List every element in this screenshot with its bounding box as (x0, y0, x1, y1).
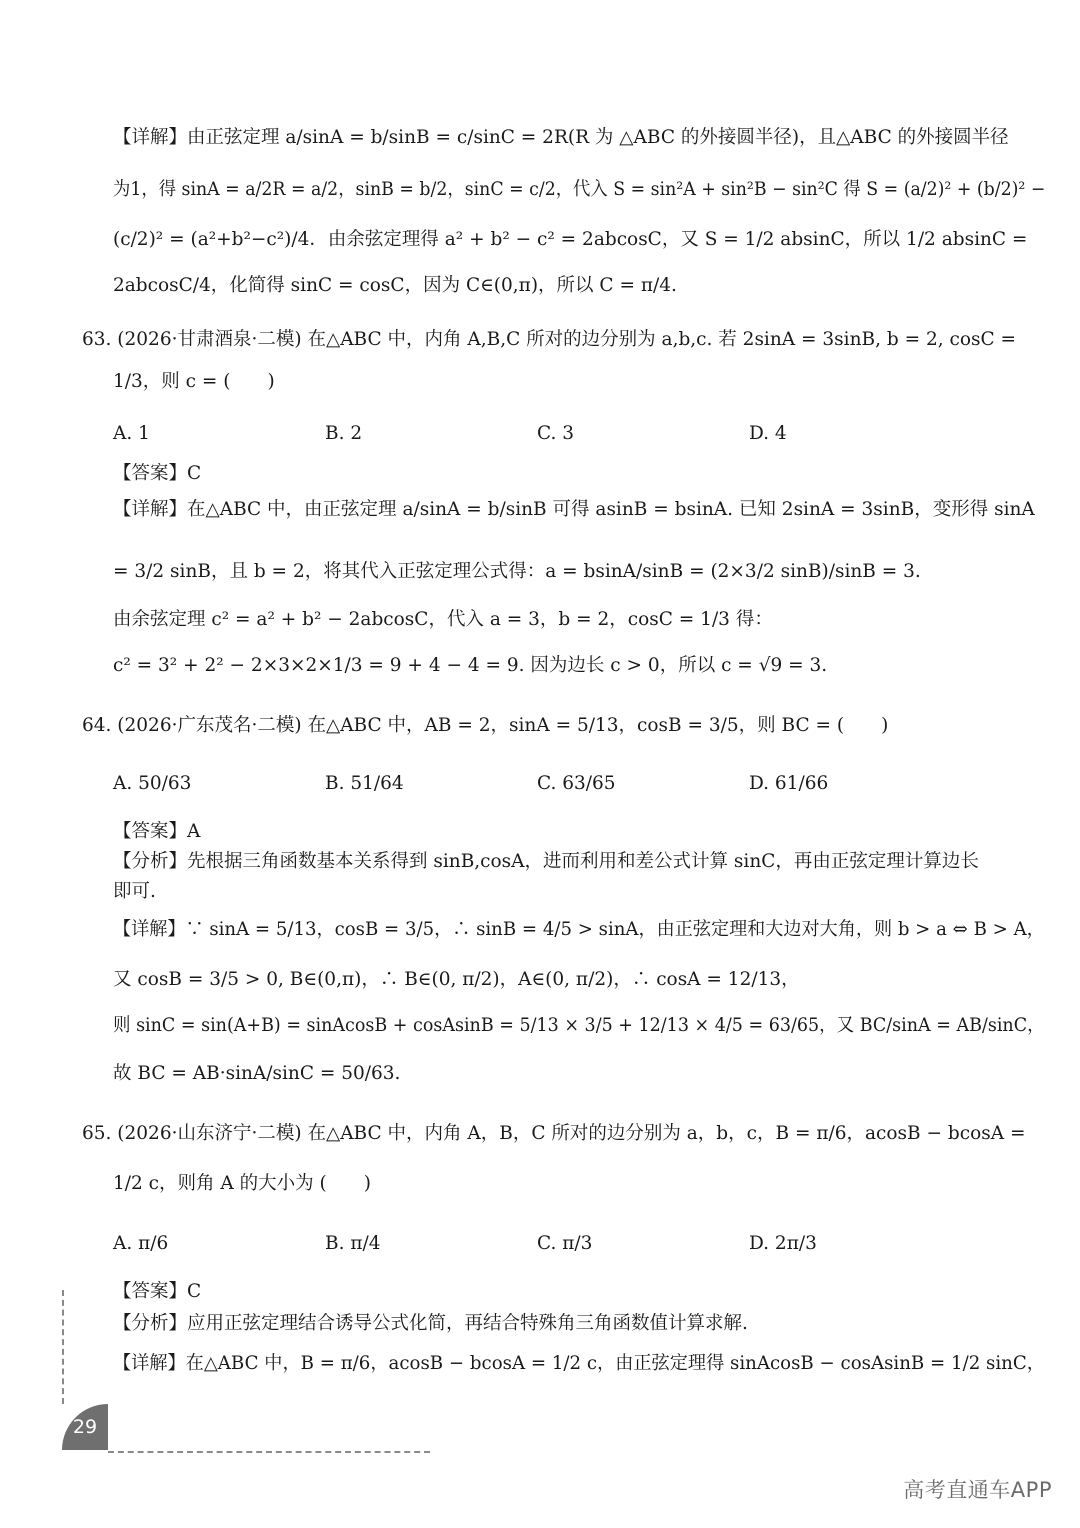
option-b: B. 2 (325, 423, 363, 444)
solution-line: 为1，得 sinA = a/2R = a/2，sinB = b/2，sinC = c/2，代入 S = sin²A + sin²B − sin²C 得 S = (a/2)² + (b/2)² − (113, 179, 1046, 200)
detail-line: 又 cosB = 3/5 > 0, B∈(0,π)，∴ B∈(0, π/2)，A∈(0, π/2)，∴ cosA = 12/13， (113, 969, 800, 990)
page-border-dashed-vertical (62, 1290, 64, 1404)
page-border-dashed-horizontal (108, 1451, 430, 1453)
option-a: A. 1 (113, 423, 150, 444)
question-stem: 63. (2026·甘肃酒泉·二模) 在△ABC 中，内角 A,B,C 所对的边分别为 a,b,c. 若 2sinA = 3sinB, b = 2, cosC = (82, 329, 1017, 350)
option-d: D. 4 (749, 423, 787, 444)
detail-line: 则 sinC = sin(A+B) = sinAcosB + cosAsinB = 5/13 × 3/5 + 12/13 × 4/5 = 63/65，又 BC/sinA = AB/sinC， (113, 1015, 1045, 1036)
option-d: D. 61/66 (749, 773, 829, 794)
question-stem: 1/2 c，则角 A 的大小为 ( ) (113, 1173, 371, 1194)
answer-line: 【答案】C (113, 463, 202, 484)
option-b: B. 51/64 (325, 773, 404, 794)
option-c: C. 63/65 (537, 773, 616, 794)
page-number: 29 (62, 1404, 108, 1450)
analysis-line: 【分析】先根据三角函数基本关系得到 sinB,cosA，进而利用和差公式计算 sinC，再由正弦定理计算边长 (113, 851, 979, 872)
answer-line: 【答案】A (113, 821, 201, 842)
question-stem: 65. (2026·山东济宁·二模) 在△ABC 中，内角 A，B，C 所对的边分别为 a，b，c，B = π/6，acosB − bcosA = (82, 1123, 1026, 1144)
option-a: A. π/6 (113, 1233, 169, 1254)
detail-line: 【详解】∵ sinA = 5/13，cosB = 3/5，∴ sinB = 4/5 > sinA，由正弦定理和大边对大角，则 b > a ⇔ B > A， (113, 919, 1045, 940)
detail-line: 【详解】在△ABC 中，由正弦定理 a/sinA = b/sinB 可得 asinB = bsinA. 已知 2sinA = 3sinB，变形得 sinA (113, 499, 1035, 520)
detail-line: c² = 3² + 2² − 2×3×2×1/3 = 9 + 4 − 4 = 9. 因为边长 c > 0，所以 c = √9 = 3. (113, 655, 828, 676)
option-d: D. 2π/3 (749, 1233, 817, 1254)
analysis-line: 即可. (113, 881, 156, 902)
watermark: 高考直通车APP (903, 1478, 1052, 1502)
option-c: C. 3 (537, 423, 575, 444)
solution-line: 2abcosC/4，化简得 sinC = cosC，因为 C∈(0,π)，所以 C = π/4. (113, 275, 677, 296)
option-a: A. 50/63 (113, 773, 192, 794)
solution-line: 【详解】由正弦定理 a/sinA = b/sinB = c/sinC = 2R(R 为 △ABC 的外接圆半径)，且△ABC 的外接圆半径 (113, 127, 1009, 148)
option-b: B. π/4 (325, 1233, 381, 1254)
answer-line: 【答案】C (113, 1281, 202, 1302)
question-stem: 1/3，则 c = ( ) (113, 371, 275, 392)
detail-line: 【详解】在△ABC 中，B = π/6，acosB − bcosA = 1/2 c，由正弦定理得 sinAcosB − cosAsinB = 1/2 sinC， (113, 1353, 1045, 1374)
question-stem: 64. (2026·广东茂名·二模) 在△ABC 中，AB = 2，sinA = 5/13，cosB = 3/5，则 BC = ( ) (82, 715, 889, 736)
solution-line: (c/2)² = (a²+b²−c²)/4．由余弦定理得 a² + b² − c² = 2abcosC，又 S = 1/2 absinC，所以 1/2 absinC = (113, 229, 1028, 250)
analysis-line: 【分析】应用正弦定理结合诱导公式化简，再结合特殊角三角函数值计算求解. (113, 1313, 748, 1334)
detail-line: = 3/2 sinB，且 b = 2，将其代入正弦定理公式得：a = bsinA/sinB = (2×3/2 sinB)/sinB = 3. (113, 561, 921, 582)
detail-line: 由余弦定理 c² = a² + b² − 2abcosC，代入 a = 3，b = 2，cosC = 1/3 得： (113, 609, 773, 630)
option-c: C. π/3 (537, 1233, 593, 1254)
detail-line: 故 BC = AB·sinA/sinC = 50/63. (113, 1063, 401, 1084)
